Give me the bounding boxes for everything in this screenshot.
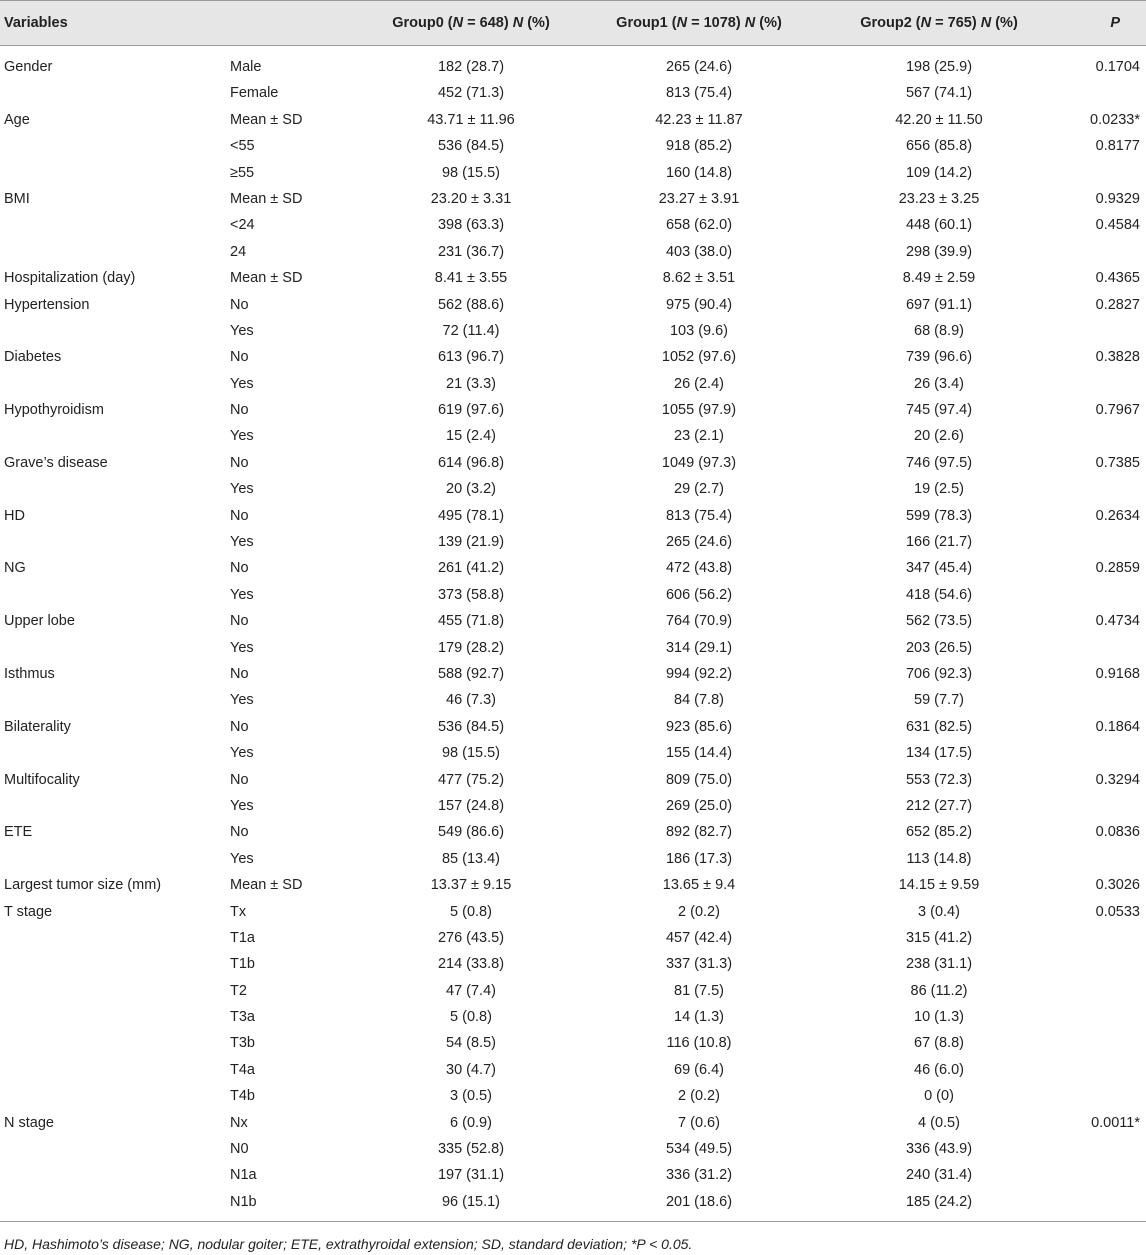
cell-group2: 113 (14.8) (906, 850, 972, 867)
cell-group2: 347 (45.4) (905, 560, 973, 577)
cell-category: No (230, 454, 249, 471)
cell-group1: 42.23 ± 11.87 (655, 111, 743, 128)
cell-variable: T stage (4, 903, 53, 920)
cell-p-value: 0.9329 (1095, 190, 1140, 207)
table-row (0, 54, 1146, 80)
cell-group1: 29 (2.7) (674, 481, 724, 498)
table-row (0, 872, 1146, 898)
cell-p-value: 0.4734 (1095, 613, 1140, 630)
table-row (0, 819, 1146, 845)
table-row (0, 80, 1146, 106)
cell-group0: 614 (96.8) (437, 454, 505, 471)
cell-group0: 549 (86.6) (437, 824, 505, 841)
cell-group1: 265 (24.6) (665, 534, 733, 551)
cell-category: No (230, 296, 249, 313)
cell-group1: 1055 (97.9) (661, 402, 737, 419)
table-bottom-rule (0, 1221, 1146, 1222)
cell-category: <24 (230, 217, 255, 234)
cell-group0: 30 (4.7) (446, 1061, 496, 1078)
cell-group0: 182 (28.7) (437, 59, 505, 75)
table-row (0, 160, 1146, 186)
cell-group1: 472 (43.8) (665, 560, 733, 577)
cell-group0: 373 (58.8) (437, 586, 505, 603)
cell-group2: 42.20 ± 11.50 (895, 111, 983, 128)
cell-p-value: 0.2634 (1095, 507, 1140, 524)
cell-group0: 15 (2.4) (446, 428, 496, 445)
cell-group1: 337 (31.3) (665, 956, 733, 973)
table-row (0, 1057, 1146, 1083)
table-row (0, 1004, 1146, 1030)
cell-p-value: 0.3294 (1095, 771, 1140, 788)
cell-p-value: 0.4584 (1095, 217, 1140, 234)
header-group1-n-value: = 1078) (687, 15, 741, 31)
cell-group2: 185 (24.2) (905, 1193, 973, 1210)
cell-group0: 6 (0.9) (450, 1114, 492, 1131)
table-row (0, 344, 1146, 370)
table-row (0, 397, 1146, 423)
cell-group1: 813 (75.4) (665, 85, 733, 102)
cell-group1: 14 (1.3) (674, 1009, 724, 1026)
cell-group0: 214 (33.8) (437, 956, 505, 973)
cell-group0: 5 (0.8) (450, 1009, 492, 1026)
cell-group2: 20 (2.6) (914, 428, 964, 445)
cell-category: Male (230, 59, 262, 75)
cell-category: Yes (230, 639, 254, 656)
cell-category: Mean ± SD (230, 111, 303, 128)
cell-category: No (230, 402, 249, 419)
cell-group2: 336 (43.9) (905, 1141, 973, 1158)
header-group0-pct-label: N (512, 15, 524, 31)
header-group2-n-value: = 765) (931, 15, 977, 31)
table-row (0, 186, 1146, 212)
cell-group0: 536 (84.5) (437, 138, 505, 155)
cell-category: ≥55 (230, 164, 255, 181)
table-row (0, 1030, 1146, 1056)
cell-category: Yes (230, 745, 254, 762)
cell-group1: 13.65 ± 9.4 (662, 877, 736, 894)
cell-group2: 19 (2.5) (914, 481, 964, 498)
cell-p-value: 0.2859 (1095, 560, 1140, 577)
cell-group1: 2 (0.2) (678, 903, 720, 920)
cell-category: T1b (230, 956, 255, 973)
cell-category: T2 (230, 982, 247, 999)
cell-variable: Grave’s disease (4, 454, 108, 471)
cell-group2: 0 (0) (924, 1088, 954, 1105)
cell-group1: 23 (2.1) (674, 428, 724, 445)
cell-group2: 238 (31.1) (905, 956, 973, 973)
cell-group0: 335 (52.8) (437, 1141, 505, 1158)
cell-variable: NG (4, 560, 26, 577)
cell-category: No (230, 824, 249, 841)
cell-p-value: 0.9168 (1095, 665, 1140, 682)
cell-group1: 809 (75.0) (665, 771, 733, 788)
table-row (0, 714, 1146, 740)
cell-category: Yes (230, 428, 254, 445)
cell-group1: 336 (31.2) (665, 1167, 733, 1184)
cell-category: No (230, 349, 249, 366)
table-row (0, 1162, 1146, 1188)
cell-category: No (230, 613, 249, 630)
cell-group2: 652 (85.2) (905, 824, 973, 841)
cell-variable: Hypertension (4, 296, 90, 313)
cell-category: Yes (230, 534, 254, 551)
cell-group0: 54 (8.5) (446, 1035, 496, 1052)
cell-group0: 613 (96.7) (437, 349, 505, 366)
cell-group0: 98 (15.5) (441, 745, 501, 762)
cell-p-value: 0.0011* (1091, 1114, 1140, 1131)
cell-group2: 86 (11.2) (910, 982, 968, 999)
cell-group0: 477 (75.2) (437, 771, 505, 788)
cell-group1: 1052 (97.6) (661, 349, 737, 366)
cell-variable: N stage (4, 1114, 54, 1131)
cell-group2: 706 (92.3) (905, 665, 973, 682)
table-row (0, 687, 1146, 713)
cell-category: Yes (230, 375, 254, 392)
table-body (0, 46, 1146, 1215)
cell-group1: 1049 (97.3) (661, 454, 737, 471)
cell-category: Yes (230, 692, 254, 709)
cell-category: T4b (230, 1088, 255, 1105)
cell-group1: 403 (38.0) (665, 243, 733, 260)
cell-group2: 631 (82.5) (905, 718, 973, 735)
cell-group2: 166 (21.7) (905, 534, 973, 551)
cell-group2: 739 (96.6) (905, 349, 973, 366)
cell-group2: 23.23 ± 3.25 (898, 190, 980, 207)
cell-p-value: 0.1864 (1095, 718, 1140, 735)
cell-category: No (230, 718, 249, 735)
cell-group0: 3 (0.5) (450, 1088, 492, 1105)
cell-group0: 139 (21.9) (437, 534, 505, 551)
cell-group2: 3 (0.4) (918, 903, 960, 920)
table-row (0, 899, 1146, 925)
cell-variable: Largest tumor size (mm) (4, 877, 162, 894)
cell-group2: 26 (3.4) (914, 375, 964, 392)
cell-group1: 892 (82.7) (665, 824, 733, 841)
header-group0-n-label: N (452, 15, 464, 31)
table-row (0, 1189, 1146, 1215)
cell-group1: 23.27 ± 3.91 (658, 190, 740, 207)
cell-group0: 96 (15.1) (441, 1193, 501, 1210)
cell-group2: 10 (1.3) (914, 1009, 964, 1026)
cell-group0: 455 (71.8) (437, 613, 505, 630)
table-row (0, 450, 1146, 476)
cell-group1: 2 (0.2) (678, 1088, 720, 1105)
cell-group0: 98 (15.5) (441, 164, 501, 181)
table-row (0, 423, 1146, 449)
cell-group0: 261 (41.2) (437, 560, 505, 577)
table-row (0, 133, 1146, 159)
table-row (0, 318, 1146, 344)
cell-p-value: 0.7967 (1095, 402, 1140, 419)
cell-group1: 201 (18.6) (665, 1193, 733, 1210)
cell-group1: 457 (42.4) (665, 929, 733, 946)
cell-p-value: 0.8177 (1095, 138, 1140, 155)
cell-group2: 697 (91.1) (905, 296, 973, 313)
table-row (0, 978, 1146, 1004)
header-variables: Variables (4, 15, 68, 31)
cell-group2: 562 (73.5) (905, 613, 973, 630)
cell-p-value: 0.3828 (1095, 349, 1140, 366)
cell-category: T3b (230, 1035, 255, 1052)
cell-group1: 764 (70.9) (665, 613, 733, 630)
table-row (0, 476, 1146, 502)
cell-group0: 536 (84.5) (437, 718, 505, 735)
cell-group2: 203 (26.5) (905, 639, 973, 656)
cell-category: T4a (230, 1061, 255, 1078)
cell-group1: 813 (75.4) (665, 507, 733, 524)
header-group1-name: Group1 ( (616, 15, 677, 31)
cell-group2: 212 (27.7) (905, 797, 973, 814)
cell-group0: 231 (36.7) (437, 243, 505, 260)
cell-group1: 103 (9.6) (669, 322, 729, 339)
cell-category: Yes (230, 481, 254, 498)
cell-category: Yes (230, 322, 254, 339)
cell-variable: Upper lobe (4, 613, 75, 630)
cell-category: No (230, 560, 249, 577)
cell-group1: 994 (92.2) (665, 665, 733, 682)
table-row (0, 846, 1146, 872)
cell-category: No (230, 771, 249, 788)
table-row (0, 292, 1146, 318)
cell-group2: 134 (17.5) (905, 745, 973, 762)
table-row (0, 529, 1146, 555)
header-group2 (790, 1, 1088, 45)
cell-category: Female (230, 85, 279, 102)
cell-category: Yes (230, 586, 254, 603)
cell-category: No (230, 665, 249, 682)
cell-group2: 567 (74.1) (905, 85, 973, 102)
cell-group2: 68 (8.9) (914, 322, 964, 339)
table-header (0, 0, 1146, 46)
cell-group2: 656 (85.8) (905, 138, 973, 155)
cell-group1: 534 (49.5) (665, 1141, 733, 1158)
table-row (0, 555, 1146, 581)
cell-variable: Age (4, 111, 30, 128)
cell-group0: 8.41 ± 3.55 (434, 270, 508, 287)
cell-category: Yes (230, 797, 254, 814)
cell-group2: 109 (14.2) (905, 164, 973, 181)
table-row (0, 793, 1146, 819)
cell-variable: Diabetes (4, 349, 62, 366)
cell-group2: 599 (78.3) (905, 507, 973, 524)
cell-group0: 495 (78.1) (437, 507, 505, 524)
header-group1-n-label: N (676, 15, 688, 31)
cell-category: No (230, 507, 249, 524)
cell-group0: 72 (11.4) (442, 322, 500, 339)
cell-category: Tx (230, 903, 247, 920)
cell-group2: 745 (97.4) (905, 402, 973, 419)
cell-group1: 7 (0.6) (678, 1114, 720, 1131)
table-row (0, 212, 1146, 238)
header-p-value (1110, 1, 1120, 45)
cell-group2: 298 (39.9) (905, 243, 973, 260)
cell-variable: BMI (4, 190, 30, 207)
cell-p-value: 0.0836 (1095, 824, 1140, 841)
cell-category: Mean ± SD (230, 270, 303, 287)
cell-group0: 20 (3.2) (446, 481, 496, 498)
cell-variable: Isthmus (4, 665, 55, 682)
cell-variable: Hospitalization (day) (4, 270, 136, 287)
cell-group0: 588 (92.7) (437, 665, 505, 682)
cell-group1: 923 (85.6) (665, 718, 733, 735)
cell-category: Mean ± SD (230, 877, 303, 894)
cell-group1: 975 (90.4) (665, 296, 733, 313)
cell-group1: 269 (25.0) (665, 797, 733, 814)
header-group2-n-label: N (920, 15, 932, 31)
cell-group0: 23.20 ± 3.31 (430, 190, 512, 207)
cell-group0: 398 (63.3) (437, 217, 505, 234)
cell-group1: 658 (62.0) (665, 217, 733, 234)
cell-group1: 84 (7.8) (674, 692, 724, 709)
table-row (0, 608, 1146, 634)
cell-group1: 8.62 ± 3.51 (662, 270, 736, 287)
cell-variable: HD (4, 507, 25, 524)
cell-group0: 452 (71.3) (437, 85, 505, 102)
cell-variable: Bilaterality (4, 718, 71, 735)
cell-group1: 116 (10.8) (666, 1035, 732, 1052)
table-row (0, 1110, 1146, 1136)
cell-p-value: 0.3026 (1095, 877, 1140, 894)
cell-group1: 186 (17.3) (665, 850, 733, 867)
cell-group1: 155 (14.4) (665, 745, 733, 762)
cell-p-value: 0.0233* (1090, 111, 1140, 128)
cell-group0: 276 (43.5) (437, 929, 505, 946)
cell-group2: 46 (6.0) (914, 1061, 964, 1078)
cell-p-value: 0.1704 (1095, 59, 1140, 75)
cell-group2: 746 (97.5) (905, 454, 973, 471)
cell-group0: 197 (31.1) (437, 1167, 505, 1184)
cell-group2: 315 (41.2) (905, 929, 973, 946)
cell-group0: 47 (7.4) (446, 982, 496, 999)
cell-group2: 67 (8.8) (914, 1035, 964, 1052)
cell-group0: 157 (24.8) (437, 797, 505, 814)
cell-group2: 418 (54.6) (905, 586, 973, 603)
table-row (0, 239, 1146, 265)
cell-group1: 26 (2.4) (674, 375, 724, 392)
cell-category: Nx (230, 1114, 248, 1131)
cell-group1: 314 (29.1) (665, 639, 733, 656)
header-group2-pct-label: N (980, 15, 992, 31)
header-group0-pct-suffix: (%) (523, 15, 550, 31)
cell-group2: 8.49 ± 2.59 (902, 270, 976, 287)
cell-p-value: 0.7385 (1095, 454, 1140, 471)
header-group0-name: Group0 ( (392, 15, 453, 31)
cell-p-value: 0.4365 (1095, 270, 1140, 287)
table-row (0, 1136, 1146, 1162)
cell-variable: Multifocality (4, 771, 80, 788)
table-row (0, 951, 1146, 977)
cell-group1: 81 (7.5) (674, 982, 724, 999)
cell-category: <55 (230, 138, 255, 155)
cell-group2: 4 (0.5) (918, 1114, 960, 1131)
cell-group2: 59 (7.7) (914, 692, 964, 709)
cell-category: N1b (230, 1193, 257, 1210)
cell-group0: 21 (3.3) (446, 375, 496, 392)
cell-group0: 13.37 ± 9.15 (430, 877, 512, 894)
header-group2-pct-suffix: (%) (991, 15, 1018, 31)
table-row (0, 925, 1146, 951)
cell-group0: 46 (7.3) (446, 692, 496, 709)
table-row (0, 371, 1146, 397)
table-row (0, 635, 1146, 661)
header-group1-pct-suffix: (%) (755, 15, 782, 31)
cell-group2: 240 (31.4) (905, 1167, 973, 1184)
cell-p-value: 0.2827 (1095, 296, 1140, 313)
cell-category: N0 (230, 1141, 249, 1158)
table-row (0, 661, 1146, 687)
cell-category: Yes (230, 850, 254, 867)
cell-p-value: 0.0533 (1095, 903, 1140, 920)
cell-group0: 43.71 ± 11.96 (427, 111, 515, 128)
header-p-label: P (1110, 15, 1120, 31)
cell-group1: 69 (6.4) (674, 1061, 724, 1078)
cell-category: N1a (230, 1167, 257, 1184)
table-row (0, 582, 1146, 608)
cell-group2: 448 (60.1) (905, 217, 973, 234)
cell-group1: 606 (56.2) (665, 586, 733, 603)
cell-category: 24 (230, 243, 247, 260)
cell-group1: 160 (14.8) (665, 164, 733, 181)
cell-group0: 85 (13.4) (441, 850, 501, 867)
cell-group0: 179 (28.2) (437, 639, 505, 656)
cell-group2: 14.15 ± 9.59 (898, 877, 980, 894)
table-footnote: HD, Hashimoto’s disease; NG, nodular goiter; ETE, extrathyroidal extension; SD, standard deviation; *P < 0.05. (4, 1236, 693, 1253)
cell-group0: 5 (0.8) (450, 903, 492, 920)
header-group2-name: Group2 ( (860, 15, 921, 31)
table-row (0, 740, 1146, 766)
cell-group2: 198 (25.9) (905, 59, 973, 75)
cell-group1: 918 (85.2) (665, 138, 733, 155)
cell-variable: Hypothyroidism (4, 402, 104, 419)
table-row (0, 107, 1146, 133)
cell-category: T3a (230, 1009, 255, 1026)
table-row (0, 265, 1146, 291)
header-group1-pct-label: N (744, 15, 756, 31)
cell-category: T1a (230, 929, 255, 946)
cell-group0: 619 (97.6) (437, 402, 505, 419)
cell-variable: Gender (4, 59, 53, 75)
header-group0-n-value: = 648) (463, 15, 509, 31)
cell-group1: 265 (24.6) (665, 59, 733, 75)
cell-category: Mean ± SD (230, 190, 303, 207)
cell-group0: 562 (88.6) (437, 296, 505, 313)
table-row (0, 1083, 1146, 1109)
cell-variable: ETE (4, 824, 33, 841)
table-row (0, 503, 1146, 529)
table-row (0, 767, 1146, 793)
cell-group2: 553 (72.3) (905, 771, 973, 788)
